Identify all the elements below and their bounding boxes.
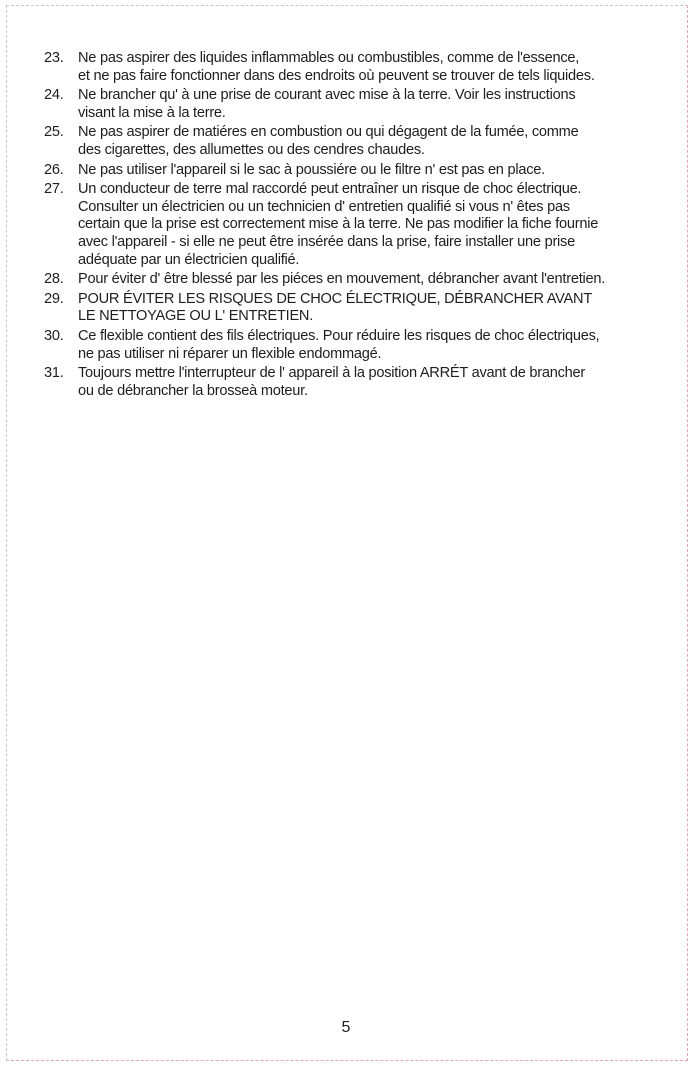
instruction-number: 30. bbox=[44, 327, 64, 344]
instruction-text: Pour éviter d' être blessé par les piéces en mouvement, débrancher avant l'entretien. bbox=[78, 271, 606, 288]
page-number: 5 bbox=[341, 1019, 351, 1036]
instruction-number: 25. bbox=[44, 124, 64, 141]
instruction-text: Ne pas utiliser l'appareil si le sac à poussiére ou le filtre n' est pas en place. bbox=[78, 161, 545, 178]
instruction-number: 26. bbox=[44, 161, 64, 178]
instruction-item bbox=[44, 124, 674, 159]
instruction-text: Ce flexible contient des fils électriques. Pour réduire les risques de choc électriques, ne pas utiliser ni réparer un flexible endommagé. bbox=[78, 327, 600, 362]
instruction-item bbox=[44, 50, 674, 85]
instruction-text: Ne brancher qu' à une prise de courant avec mise à la terre. Voir les instructions visant la mise à la terre. bbox=[78, 87, 576, 121]
instruction-item bbox=[44, 181, 674, 269]
instruction-item bbox=[44, 271, 674, 289]
instruction-number: 31. bbox=[44, 365, 64, 382]
instruction-number: 23. bbox=[44, 50, 64, 66]
safety-instructions-list bbox=[44, 50, 674, 402]
instruction-text: Toujours mettre l'interrupteur de l' appareil à la position ARRÉT avant de brancher ou de débrancher la brosseà moteur. bbox=[78, 365, 585, 399]
instruction-text: Ne pas aspirer de matiéres en combustion ou qui dégagent de la fumée, comme des cigarettes, des allumettes ou des cendres chaudes. bbox=[78, 124, 579, 158]
instruction-text: Ne pas aspirer des liquides inflammables ou combustibles, comme de l'essence, et ne pas faire fonctionner dans des endroits où peuvent se trouver de tels liquides. bbox=[78, 50, 595, 84]
instruction-item bbox=[44, 162, 674, 180]
instruction-number: 24. bbox=[44, 87, 64, 104]
instruction-text: POUR ÉVITER LES RISQUES DE CHOC ÉLECTRIQUE, DÉBRANCHER AVANT LE NETTOYAGE OU L' ENTRETIEN. bbox=[78, 290, 592, 325]
instruction-item bbox=[44, 87, 674, 122]
instruction-item bbox=[44, 291, 674, 326]
instruction-item bbox=[44, 328, 674, 363]
instruction-number: 29. bbox=[44, 290, 64, 307]
instruction-number: 27. bbox=[44, 181, 64, 198]
instruction-number: 28. bbox=[44, 271, 64, 288]
instruction-text: Un conducteur de terre mal raccordé peut entraîner un risque de choc électrique. Consulter un électricien ou un technicien d' entretien qualifié si vous n' êtes pas certain que la prise est correctement mise à la terre. Ne pas modifier la fiche fournie avec l'appareil - si elle ne peut être insérée dans la prise, faire installer une prise adéquate par un électricien qualifié. bbox=[78, 181, 599, 268]
instruction-item bbox=[44, 365, 674, 400]
